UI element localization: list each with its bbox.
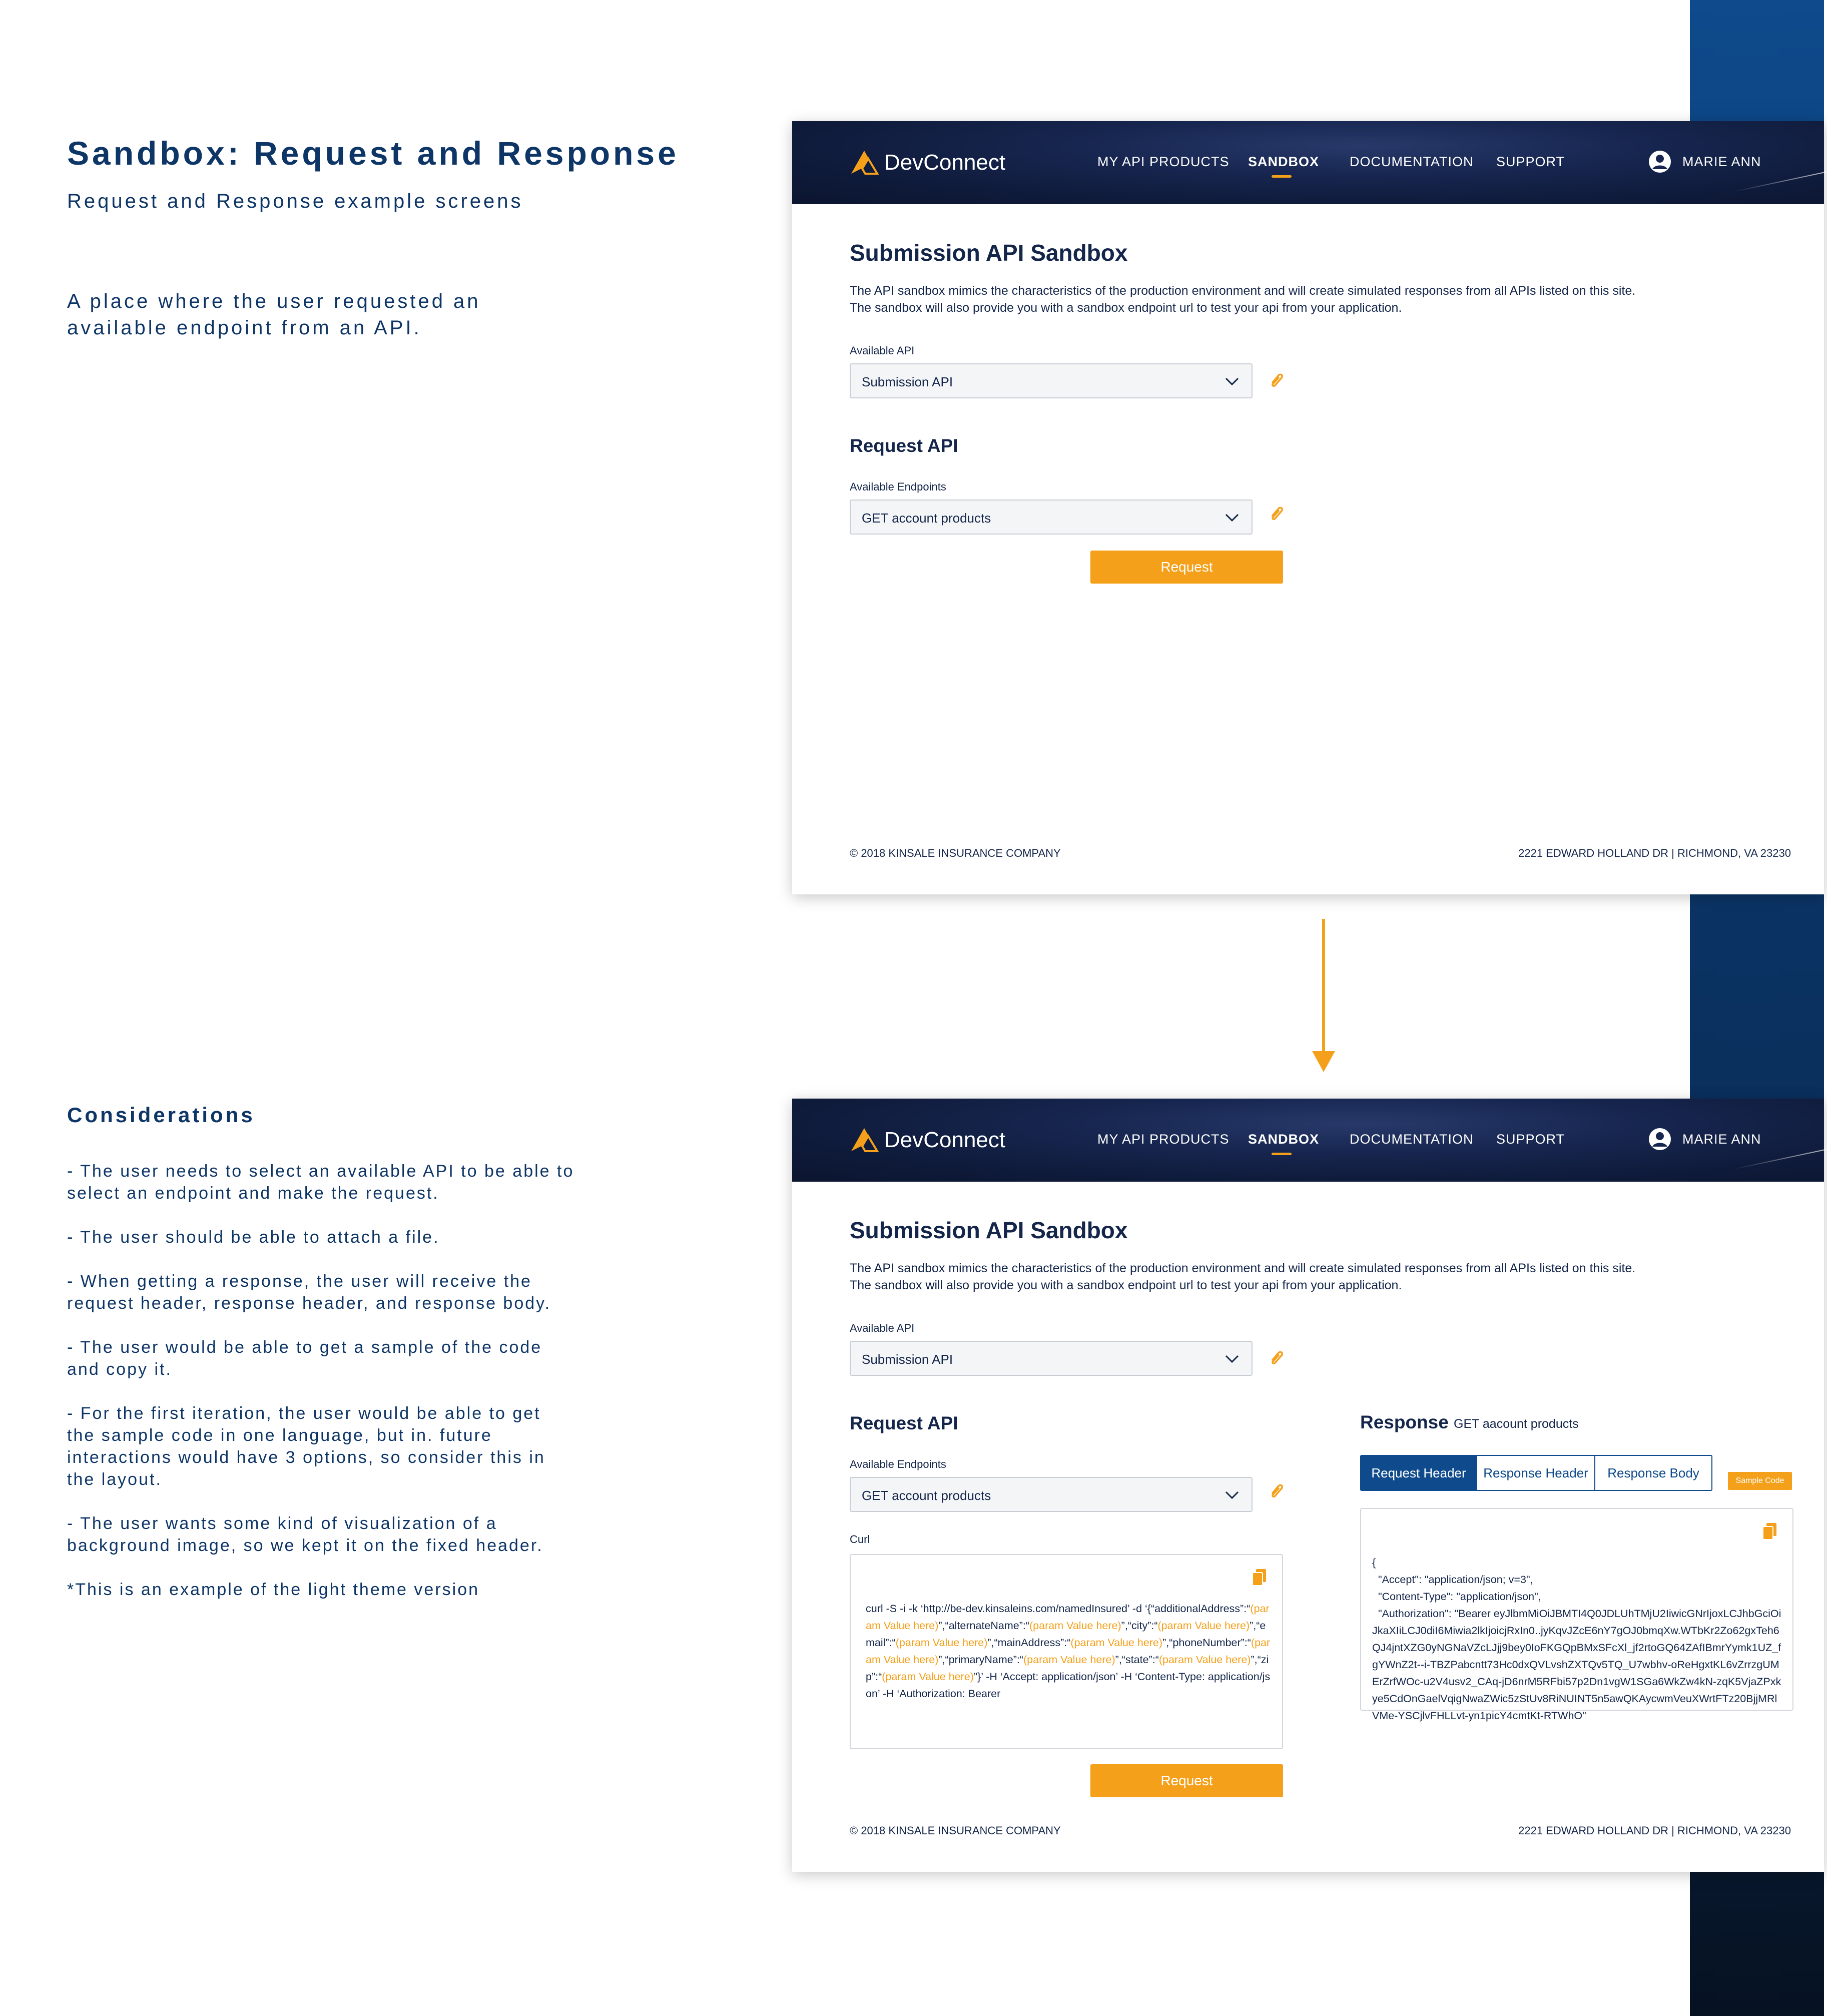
main-title: Sandbox: Request and Response — [67, 135, 679, 172]
curl-label: Curl — [850, 1533, 870, 1546]
nav-active-indicator — [1272, 1153, 1292, 1155]
response-endpoint: GET aacount products — [1454, 1417, 1579, 1431]
attach-file-icon[interactable] — [1269, 505, 1286, 524]
available-endpoints-value: GET account products — [862, 1488, 991, 1503]
curl-param-placeholder: (param Value here) — [1158, 1654, 1251, 1666]
user-avatar-icon — [1648, 150, 1671, 173]
devconnect-logo[interactable] — [848, 145, 1005, 180]
nav-support[interactable]: SUPPORT — [1496, 154, 1565, 169]
curl-segment: ”,“zip”:“ — [866, 1654, 1269, 1683]
top-nav — [792, 121, 1824, 204]
consideration-item: - The user should be able to attach a file. — [67, 1228, 440, 1247]
user-name: MARIE ANN — [1682, 1131, 1761, 1147]
curl-segment: ”,“city”:“ — [1121, 1620, 1158, 1632]
response-tabs — [1360, 1455, 1712, 1491]
curl-segment: ”,“primaryName”:“ — [938, 1654, 1024, 1666]
curl-segment: ”,“email”:“ — [866, 1620, 1266, 1649]
footer-address: 2221 EDWARD HOLLAND DR | RICHMOND, VA 23230 — [1518, 1824, 1791, 1837]
user-menu[interactable] — [1648, 1128, 1761, 1151]
available-api-value: Submission API — [862, 374, 953, 389]
sandbox-request-screen — [792, 121, 1824, 894]
logo-text: DevConnect — [884, 1128, 1006, 1152]
logo-text: DevConnect — [884, 150, 1006, 175]
copy-icon[interactable] — [1251, 1568, 1268, 1587]
available-api-label: Available API — [850, 1322, 915, 1334]
logo-mark-icon — [848, 147, 880, 179]
curl-param-placeholder: (param Value here) — [895, 1637, 988, 1649]
curl-param-placeholder: (param Value here) — [1023, 1654, 1115, 1666]
request-button[interactable]: Request — [1090, 1764, 1283, 1797]
consideration-item: - The user needs to select an available API to be able to select an endpoint and make the request. — [67, 1162, 574, 1203]
response-body-box[interactable] — [1360, 1508, 1793, 1722]
copy-icon[interactable] — [1761, 1522, 1778, 1541]
header-light-streak — [1734, 1149, 1827, 1169]
curl-param-placeholder: (param Value here) — [1029, 1620, 1121, 1632]
request-api-title: Request API — [850, 435, 958, 456]
page-title: Submission API Sandbox — [850, 1217, 1128, 1243]
top-nav — [792, 1099, 1824, 1182]
chevron-down-icon — [1225, 1354, 1240, 1364]
curl-segment: ”,“phoneNumber”:“ — [1162, 1637, 1251, 1649]
main-subtitle: Request and Response example screens — [67, 190, 523, 212]
logo-mark-icon — [848, 1124, 880, 1156]
nav-sandbox[interactable]: SANDBOX — [1248, 1132, 1320, 1147]
response-json-text: { "Accept": "application/json; v=3", "Content-Type": "application/json", "Authorization": "Bearer eyJlbmMiOiJBMTI4Q0JDLUhTMjU2IiwicGNrIjoxLCJhbGciOiJkaXIiLCJ0diI6Miwia2lkIjoicjRxIn0..jyKqvJZcE6nY7gOJ0bmqXw.WTbKr2Zo62gxTeh6QJ4jntXZG0yNGNaVZcLJjj9bey0IoFKGQpBMxSFcXl_jf2rtoGQ64ZAfIBmrYymk1UZ_fgYWnZ2t--i-TBZPabcntt73Hc0dxQVLvshZXTQv5TQ_U7wbhv-oReHgxtKL6vZrrzgUMErZrfWOc-u2V4usv2_CAq-jD6nrM5RFbi57p2Dn1vgW1SGa6WkZw4kN-zqK5VjaZPxkye5CdOnGaelVqigNwaZWic5zStUv8RiNUINT5n5awQKAycwmVeuXWrtFTz20BjjMRlVMe-YSCjlvFHLLvt-yn1picY4cmtKt-RTWhO" — [1372, 1557, 1781, 1722]
footer-copyright: © 2018 KINSALE INSURANCE COMPANY — [850, 1824, 1061, 1837]
footer-address: 2221 EDWARD HOLLAND DR | RICHMOND, VA 23230 — [1518, 847, 1791, 859]
user-avatar-icon — [1648, 1128, 1671, 1151]
chevron-down-icon — [1225, 376, 1240, 386]
available-endpoints-select[interactable] — [850, 499, 1253, 535]
attach-file-icon[interactable] — [1269, 1349, 1286, 1368]
nav-documentation[interactable]: DOCUMENTATION — [1350, 154, 1474, 169]
considerations-title: Considerations — [67, 1103, 255, 1127]
request-api-title: Request API — [850, 1413, 958, 1433]
chevron-down-icon — [1225, 513, 1240, 523]
chevron-down-icon — [1225, 1490, 1240, 1500]
nav-sandbox[interactable]: SANDBOX — [1248, 154, 1320, 169]
user-name: MARIE ANN — [1682, 154, 1761, 169]
considerations-list — [67, 1160, 607, 1601]
curl-segment: curl -S -i -k ‘http://be-dev.kinsaleins.com/namedInsured’ -d ‘{“additionalAddress”:“ — [866, 1603, 1251, 1615]
available-api-label: Available API — [850, 344, 915, 357]
consideration-item: - For the first iteration, the user would be able to get the sample code in one language, but in. future interactions would have 3 options, so consider this in the layout. — [67, 1404, 545, 1489]
page-title: Submission API Sandbox — [850, 240, 1128, 266]
available-endpoints-value: GET account products — [862, 511, 991, 526]
available-endpoints-label: Available Endpoints — [850, 480, 946, 493]
available-endpoints-label: Available Endpoints — [850, 1458, 946, 1470]
consideration-item: - The user would be able to get a sample of the code and copy it. — [67, 1338, 542, 1379]
tab-response-body[interactable]: Response Body — [1607, 1465, 1699, 1480]
curl-param-placeholder: (param Value here) — [1157, 1620, 1250, 1632]
footer-copyright: © 2018 KINSALE INSURANCE COMPANY — [850, 847, 1061, 859]
available-endpoints-select[interactable] — [850, 1477, 1253, 1512]
tab-request-header[interactable]: Request Header — [1361, 1456, 1477, 1490]
devconnect-logo[interactable] — [848, 1123, 1005, 1158]
available-api-select[interactable] — [850, 363, 1253, 398]
curl-segment: ”}’ -H ‘Accept: application/json’ -H ‘Content-Type: application/json’ -H ‘Authorization: Bearer — [866, 1671, 1271, 1700]
consideration-item: - The user wants some kind of visualization of a background image, so we kept it on the fixed header. — [67, 1514, 543, 1555]
header-light-streak — [1734, 171, 1827, 192]
request-button[interactable]: Request — [1090, 551, 1283, 584]
flow-arrow-icon — [1311, 919, 1336, 1074]
response-title: Response — [1360, 1412, 1449, 1432]
sample-code-button[interactable]: Sample Code — [1728, 1472, 1792, 1490]
curl-segment: ”,“alternateName”:“ — [938, 1620, 1030, 1632]
nav-my-api-products[interactable]: MY API PRODUCTS — [1097, 1132, 1230, 1147]
sandbox-response-screen — [792, 1099, 1824, 1872]
page-intro: The API sandbox mimics the characteristics of the production environment and will create simulated responses from all APIs listed on this site. The sandbox will also provide you with a sandbox endpoint url to test your api from your application. — [850, 1261, 1636, 1292]
page-intro: The API sandbox mimics the characteristics of the production environment and will create simulated responses from all APIs listed on this site. The sandbox will also provide you with a sandbox endpoint url to test your api from your application. — [850, 284, 1636, 315]
curl-code-text — [866, 1600, 1271, 1702]
attach-file-icon[interactable] — [1269, 371, 1286, 390]
main-description: A place where the user requested an available endpoint from an API. — [67, 290, 481, 339]
available-api-value: Submission API — [862, 1352, 953, 1367]
curl-code-box[interactable] — [850, 1554, 1283, 1749]
curl-segment: ”,“state”:“ — [1115, 1654, 1159, 1666]
nav-documentation[interactable]: DOCUMENTATION — [1350, 1132, 1474, 1147]
available-api-select[interactable] — [850, 1341, 1253, 1376]
user-menu[interactable] — [1648, 150, 1761, 173]
nav-active-indicator — [1272, 175, 1292, 178]
curl-param-placeholder: (param Value here) — [866, 1637, 1271, 1666]
curl-param-placeholder: (param Value here) — [882, 1671, 974, 1683]
curl-param-placeholder: (param Value here) — [1070, 1637, 1163, 1649]
nav-my-api-products[interactable]: MY API PRODUCTS — [1097, 154, 1230, 169]
theme-note: *This is an example of the light theme version — [67, 1580, 480, 1599]
nav-support[interactable]: SUPPORT — [1496, 1132, 1565, 1147]
attach-file-icon[interactable] — [1269, 1482, 1286, 1501]
tab-response-header[interactable]: Response Header — [1477, 1456, 1595, 1490]
curl-segment: ”,“mainAddress”:“ — [987, 1637, 1071, 1649]
consideration-item: - When getting a response, the user will receive the request header, response header, and response body. — [67, 1272, 551, 1313]
curl-param-placeholder: (param Value here) — [866, 1603, 1270, 1632]
